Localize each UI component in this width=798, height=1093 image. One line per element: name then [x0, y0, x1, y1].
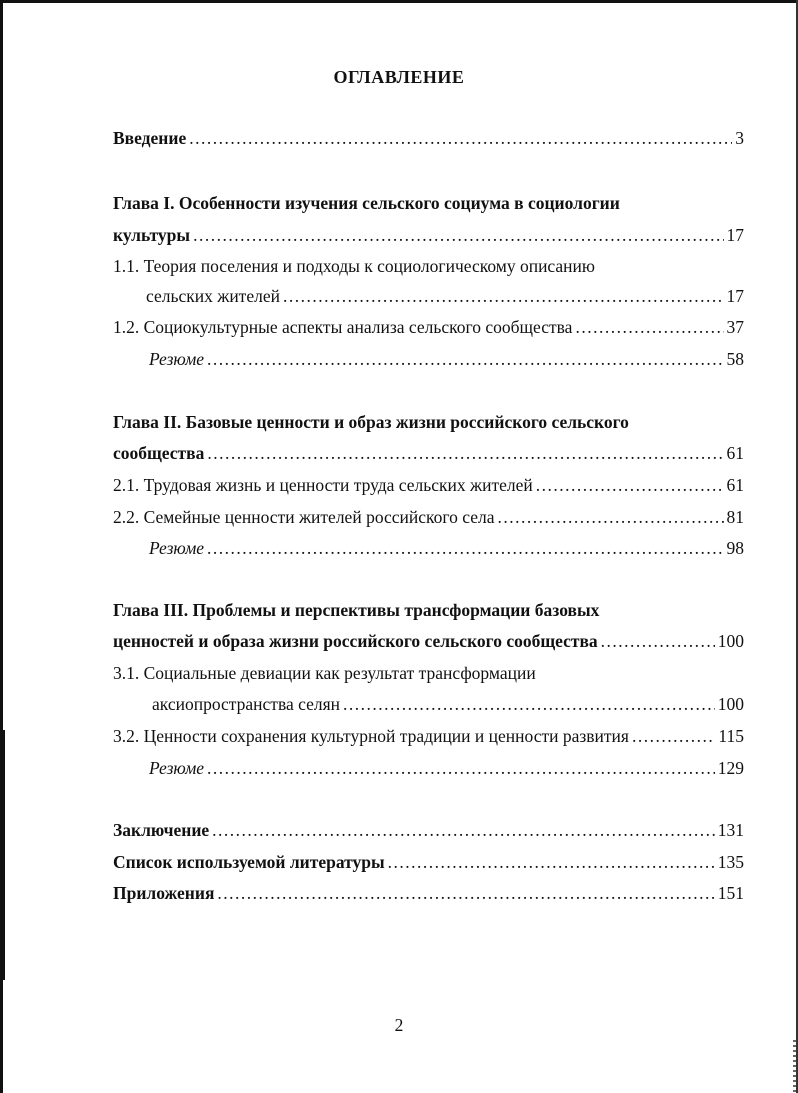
- toc-entry-label: Приложения: [113, 883, 215, 903]
- toc-leader: [343, 694, 715, 715]
- page-number: 2: [394, 1015, 404, 1035]
- toc-entry-section-2-2[interactable]: [113, 507, 744, 531]
- toc-entry-label: 2.1. Трудовая жизнь и ценности труда сельских жителей: [113, 475, 533, 495]
- toc-entry-intro[interactable]: [113, 128, 744, 152]
- toc-page-number: 3: [735, 128, 744, 148]
- section-3-1-heading: 3.1. Социальные девиации как результат трансформации: [113, 663, 536, 683]
- toc-leader: [388, 852, 715, 873]
- chapter-3-heading: Глава III. Проблемы и перспективы трансформации базовых: [113, 600, 600, 620]
- toc-entry-resume-1[interactable]: [149, 349, 744, 373]
- toc-entry-label: Резюме: [149, 758, 205, 778]
- toc-leader: [575, 317, 723, 338]
- toc-leader: [189, 128, 732, 149]
- toc-entry-label: сельских жителей: [146, 286, 280, 306]
- toc-leader: [283, 286, 724, 307]
- toc-leader: [536, 475, 724, 496]
- toc-page-number: 135: [717, 852, 744, 872]
- toc-page-number: 100: [717, 631, 744, 651]
- toc-entry-label: Список используемой литературы: [113, 852, 385, 872]
- toc-page-number: 129: [717, 758, 744, 778]
- toc-entry-label: Резюме: [149, 538, 205, 558]
- toc-entry-bibliography[interactable]: [113, 852, 744, 876]
- toc-page-number: 17: [726, 225, 744, 245]
- toc-title: ОГЛАВЛЕНИЕ: [333, 67, 465, 87]
- toc-leader: [207, 443, 723, 464]
- toc-page-number: 81: [726, 507, 744, 527]
- toc-page-number: 17: [726, 286, 744, 306]
- toc-entry-chapter-2[interactable]: [113, 443, 744, 467]
- toc-entry-section-2-1[interactable]: [113, 475, 744, 499]
- section-1-1-heading: 1.1. Теория поселения и подходы к социологическому описанию: [113, 256, 595, 276]
- chapter-2-heading: Глава II. Базовые ценности и образ жизни российского сельского: [113, 412, 629, 432]
- toc-page-number: 37: [726, 317, 744, 337]
- toc-entry-chapter-1[interactable]: [113, 225, 744, 249]
- toc-page-number: 61: [726, 475, 744, 495]
- toc-entry-label: Введение: [113, 128, 187, 148]
- toc-leader: [207, 349, 723, 370]
- toc-leader: [193, 225, 723, 246]
- toc-leader: [212, 820, 715, 841]
- toc-entry-resume-2[interactable]: [149, 538, 744, 562]
- toc-entry-chapter-3[interactable]: [113, 631, 744, 655]
- scan-edge-mark: [0, 730, 5, 980]
- toc-page-number: 58: [726, 349, 744, 369]
- toc-entry-label: 1.2. Социокультурные аспекты анализа сельского сообщества: [113, 317, 573, 337]
- page-border-top: [0, 0, 798, 3]
- toc-entry-section-1-2[interactable]: [113, 317, 744, 341]
- toc-entry-label: Заключение: [113, 820, 210, 840]
- toc-page-number: 115: [718, 726, 744, 746]
- toc-entry-label: ценностей и образа жизни российского сельского сообщества: [113, 631, 598, 651]
- toc-entry-label: сообщества: [113, 443, 205, 463]
- toc-entry-section-3-2[interactable]: [113, 726, 744, 750]
- toc-entry-appendix[interactable]: [113, 883, 744, 907]
- toc-entry-label: 2.2. Семейные ценности жителей российского села: [113, 507, 495, 527]
- toc-leader: [217, 883, 714, 904]
- toc-leader: [207, 538, 723, 559]
- toc-leader: [632, 726, 715, 747]
- toc-entry-label: 3.2. Ценности сохранения культурной традиции и ценности развития: [113, 726, 629, 746]
- toc-page-number: 131: [717, 820, 744, 840]
- toc-leader: [207, 758, 715, 779]
- scan-edge-shade: [793, 1040, 796, 1093]
- chapter-1-heading: Глава I. Особенности изучения сельского социума в социологии: [113, 193, 620, 213]
- toc-page-number: 61: [726, 443, 744, 463]
- toc-entry-label: Резюме: [149, 349, 205, 369]
- toc-entry-section-1-1[interactable]: [146, 286, 744, 310]
- toc-entry-label: культуры: [113, 225, 191, 245]
- toc-entry-label: аксиопространства селян: [152, 694, 341, 714]
- toc-entry-resume-3[interactable]: [149, 758, 744, 782]
- toc-entry-conclusion[interactable]: [113, 820, 744, 844]
- toc-entry-section-3-1[interactable]: [152, 694, 744, 718]
- toc-leader: [498, 507, 724, 528]
- toc-page-number: 151: [717, 883, 744, 903]
- toc-leader: [601, 631, 715, 652]
- toc-page-number: 98: [726, 538, 744, 558]
- toc-page-number: 100: [717, 694, 744, 714]
